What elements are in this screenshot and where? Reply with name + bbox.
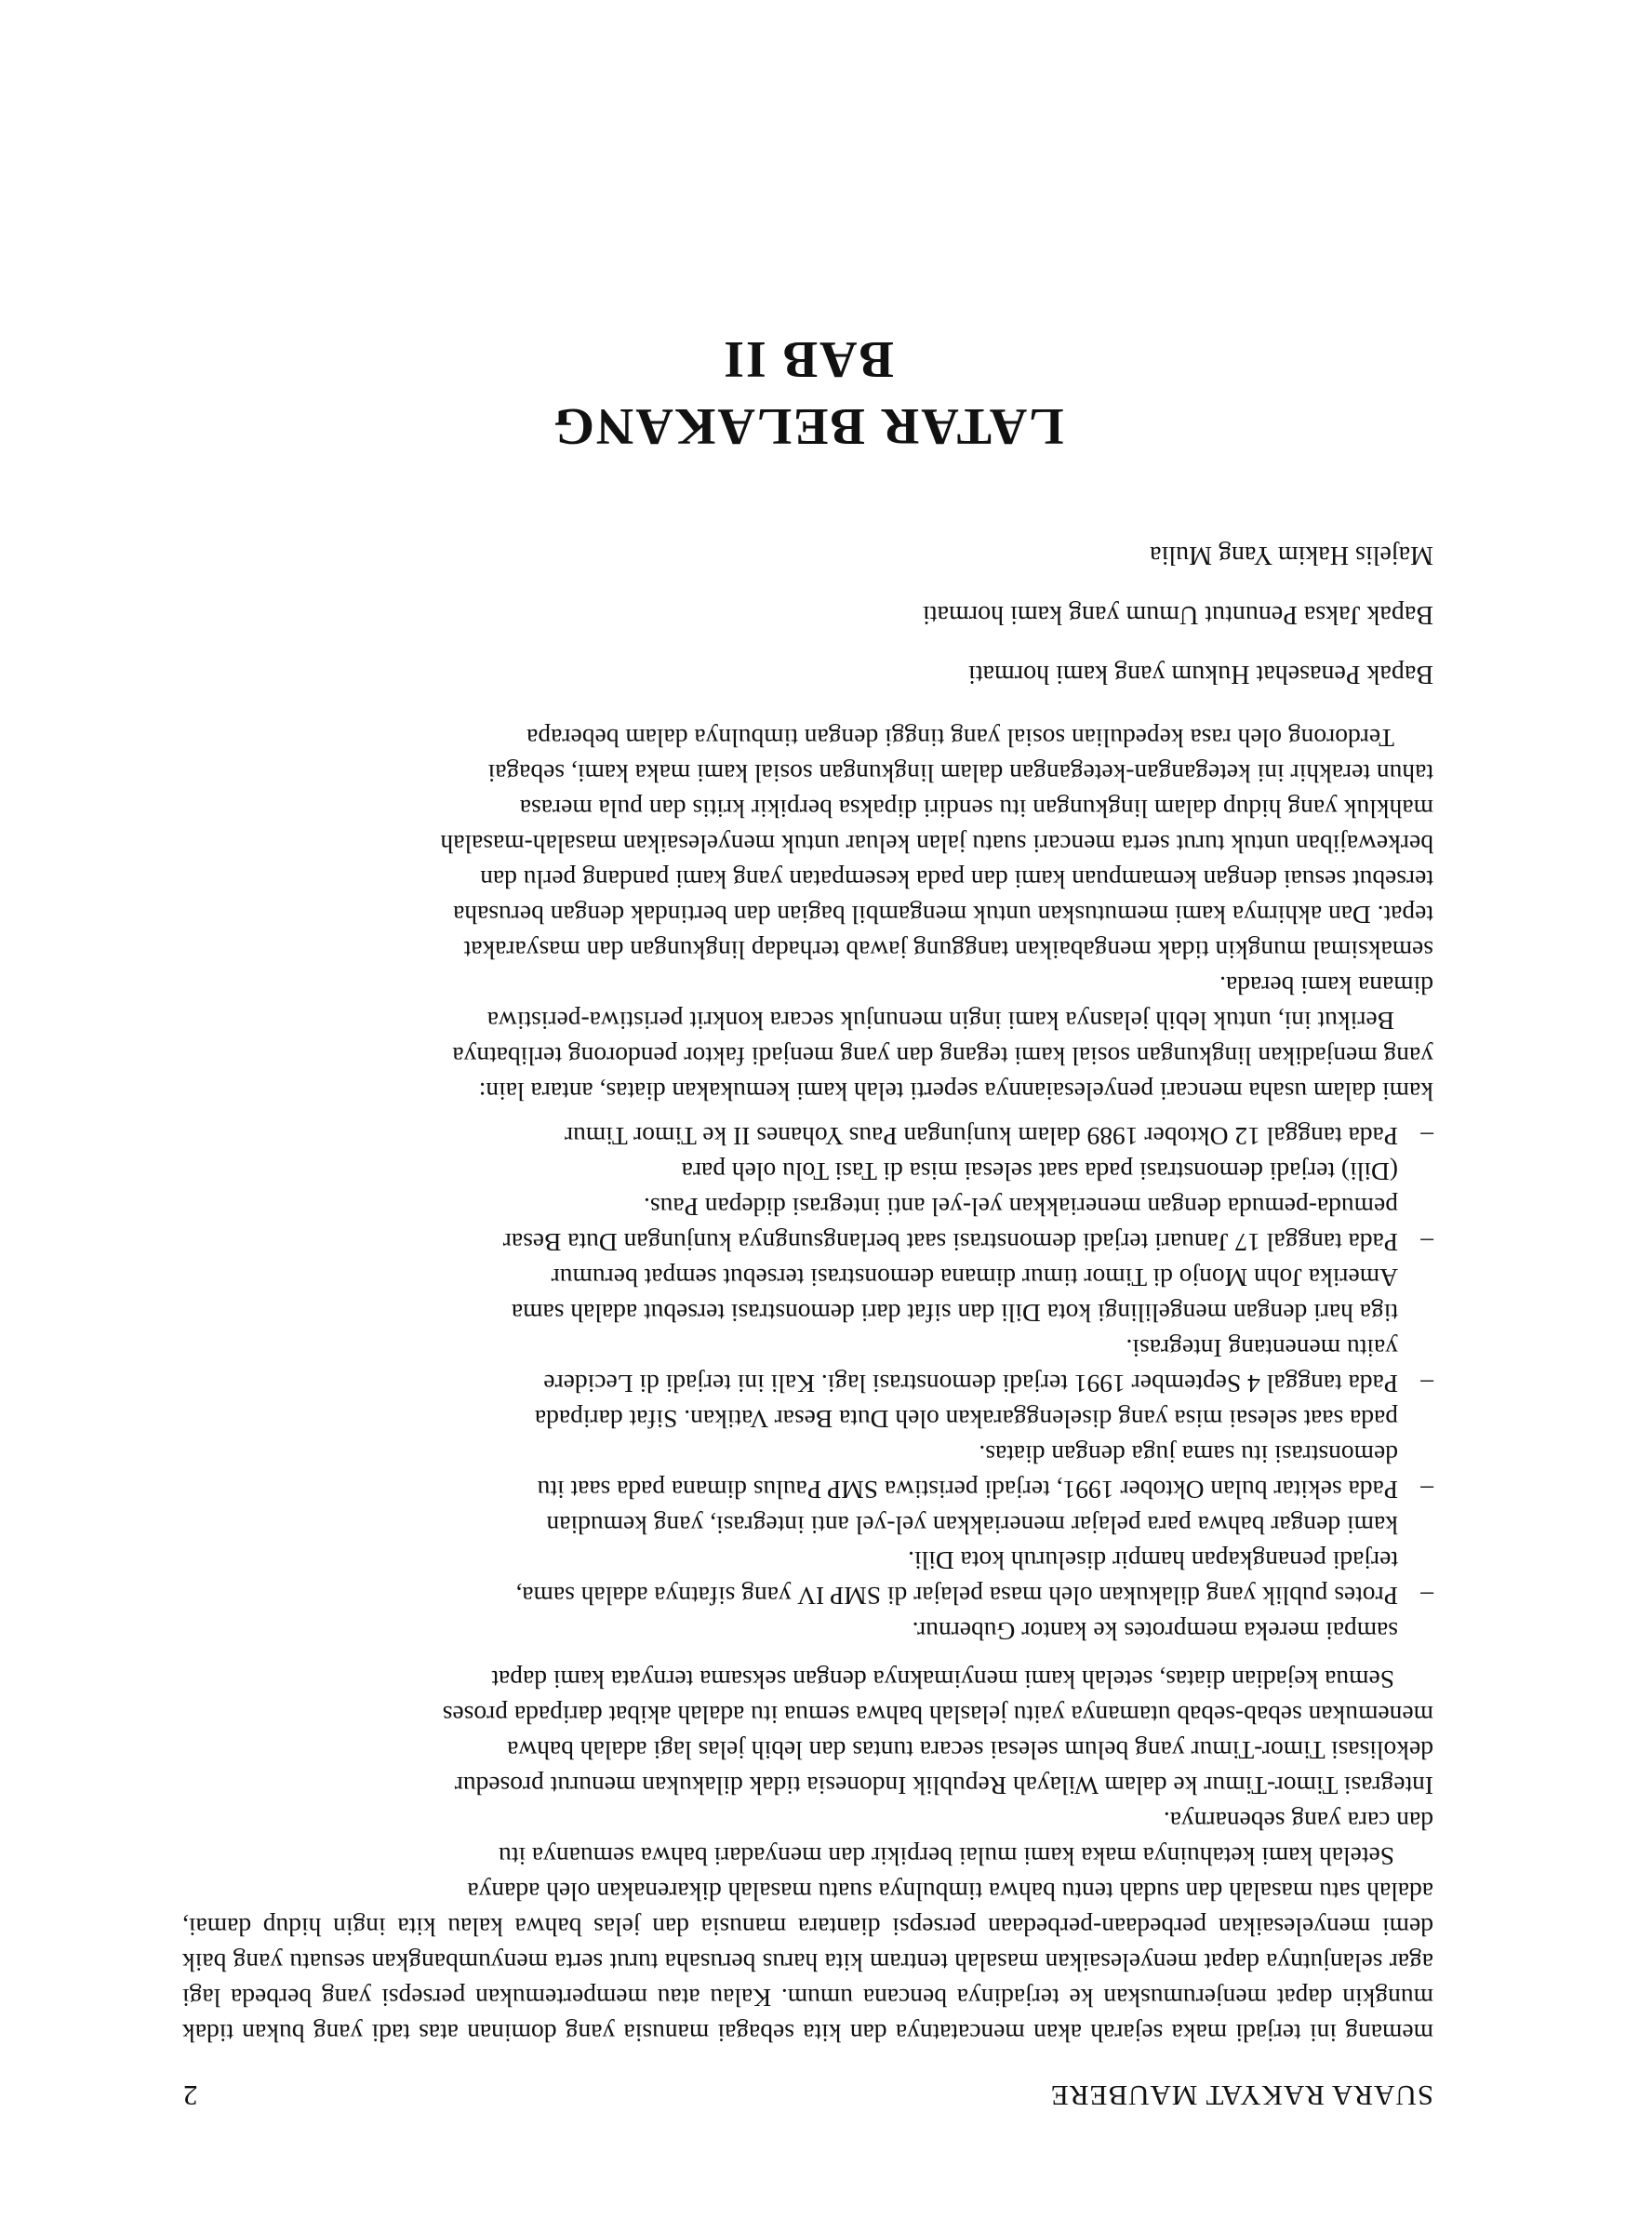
list-item: kami dengar bahwa para pelajar meneriakkan yel-yel anti integrasi, yang kemudian	[546, 1511, 1398, 1540]
page-number: 2	[182, 2079, 198, 2112]
list-item: – Pada tanggal 17 Januari terjadi demonstrasi saat berlangsungnya kunjungan Duta Besar	[182, 1224, 1433, 1260]
text-line: memang ini terjadi maka sejarah akan mencatatnya dan kita sebagai manusia yang dominan atas tadi yang bukan tidak mungkin dapat menjerumuskan ke terjadinya bencana umum. Kalau atau mempertemukan persepsi yang berbeda lagi agar selanjutnya dapat menyelesaikan masalah tentram kita harus berusaha turut serta menyumbangkan sesuatu yang baik demi menyelesaikan perbedaan-perbedaan persepsi diantara manusia dan jelas bahwa kalau kita ingin hidup damai, adalah satu masalah dan sudah tentu bahwa timbulnya suatu masalah dikarenakan oleh adanya	[182, 1878, 1433, 2048]
list-item: – Pada tanggal 12 Oktober 1989 dalam kunjungan Paus Yohanes II ke Timor Timur	[182, 1118, 1433, 1154]
text-line: dimana kami berada.	[1219, 971, 1433, 1000]
list-item: yaitu menentang Integrasi.	[1126, 1334, 1398, 1363]
dash-marker: –	[1420, 1582, 1433, 1611]
text-line: tahun terakhir ini ketegangan-ketegangan dalam lingkungan sosial kami maka kami, sebagai	[487, 759, 1433, 788]
salutation: Majelis Hakim Yang Mulia	[1150, 541, 1433, 569]
text-line: tepat. Dan akhirnya kami memutuskan untuk mengambil bagian dan bertindak dengan berusaha	[453, 901, 1433, 929]
list-item: tiga hari dengan mengelilingi kota Dili dan sifat dari demonstrasi tersebut adalah sama	[511, 1299, 1398, 1328]
list-item: demonstrasi itu sama juga dengan diatas.	[979, 1440, 1398, 1469]
chapter-number: BAB II	[722, 330, 894, 388]
text-line: tersebut sesuai dengan kemampuan kami dan pada kesempatan yang kami pandang perlu dan	[480, 865, 1433, 894]
salutation: Bapak Jaksa Penuntut Umum yang kami hormati	[922, 600, 1433, 629]
text-line: yang menjadikan lingkungan sosial kami tegang dan yang menjadi faktor pendorong terlibatnya	[452, 1042, 1433, 1071]
page-header	[182, 2075, 1433, 2112]
text-line: Setelah kami ketahuinya maka kami mulai berpikir dan menyadari bahwa semuanya itu	[499, 1842, 1394, 1871]
chapter-title: LATAR BELAKANG	[552, 397, 1064, 455]
text-line: Semua kejadian diatas, setelah kami menyimaknya dengan seksama ternyata kami dapat	[491, 1665, 1394, 1694]
text-line: Integrasi Timor-Timur ke dalam Wilayah Republik Indonesia tidak dilakukan menurut prosedur	[454, 1772, 1433, 1800]
text-line: semaksimal mungkin tidak mengabaikan tanggung jawab terhadap lingkungan dan masyarakat	[463, 936, 1433, 965]
chapter-heading	[182, 326, 1433, 460]
text-line: berkewajiban untuk turut serta mencari suatu jalan keluar untuk menyelesaikan masalah-masalah	[440, 830, 1433, 859]
list-item: Amerika John Monjo di Timor timur dimana demonstrasi tersebut sempat berumur	[551, 1264, 1398, 1292]
body-text	[182, 720, 1433, 2051]
list-item: – Pada sekitar bulan Oktober 1991, terjadi peristiwa SMP Paulus dimana pada saat itu	[182, 1472, 1433, 1507]
running-title: SUARA RAKYAT MAUBERE	[1049, 2079, 1433, 2112]
dash-marker: –	[1420, 1476, 1433, 1504]
text-line: dan cara yang sebenarnya.	[1163, 1807, 1433, 1836]
dash-marker: –	[1420, 1370, 1433, 1398]
salutations	[182, 536, 1433, 692]
text-line: menemukan sebab-sebab utamanya yaitu jelaslah bahwa semua itu adalah akibat daripada proses	[442, 1701, 1433, 1730]
text-line: mahkluk yang hidup dalam lingkungan itu sendiri dipaksa berpikir kritis dan pula merasa	[519, 795, 1433, 823]
list-item: – Protes publik yang dilakukan oleh masa pelajar di SMP IV yang sifatnya adalah sama,	[182, 1578, 1433, 1613]
text-line: Berikut ini, untuk lebih jelasnya kami ingin menunjuk secara konkrit peristiwa-peristiwa	[486, 1007, 1394, 1036]
list-item: pemuda-pemuda dengan meneriakkan yel-yel anti integrasi didepan Paus.	[644, 1193, 1398, 1222]
text-line: Terdorong oleh rasa kepedulian sosial yang tinggi dengan timbulnya dalam beberapa	[526, 724, 1394, 753]
dash-marker: –	[1420, 1228, 1433, 1257]
event-list	[182, 1118, 1433, 1649]
list-item: pada saat selesai misa yang diselenggarakan oleh Duta Besar Vatikan. Sifat daripada	[534, 1405, 1398, 1434]
text-line: dekolisasi Timor-Timur yang belum selesai secara tuntas dan lebih jelas lagi adalah bahwa	[507, 1736, 1433, 1765]
salutation: Bapak Penasehat Hukum yang kami hormati	[968, 660, 1433, 689]
list-item: sampai mereka memprotes ke kantor Gubernur.	[912, 1617, 1398, 1646]
dash-marker: –	[1420, 1122, 1433, 1151]
list-item: (Dili) terjadi demonstrasi pada saat selesai misa di Tasi Tolu oleh para	[681, 1157, 1398, 1186]
list-item: – Pada tanggal 4 September 1991 terjadi demonstrasi lagi. Kali ini terjadi di Lecidere	[182, 1366, 1433, 1401]
page-content	[182, 326, 1433, 2112]
list-item: terjadi penangkapan hampir diseluruh kota Dili.	[908, 1546, 1398, 1575]
text-line: kami dalam usaha mencari penyelesaiannya seperti telah kami kemukakan diatas, antara lain:	[478, 1077, 1433, 1106]
